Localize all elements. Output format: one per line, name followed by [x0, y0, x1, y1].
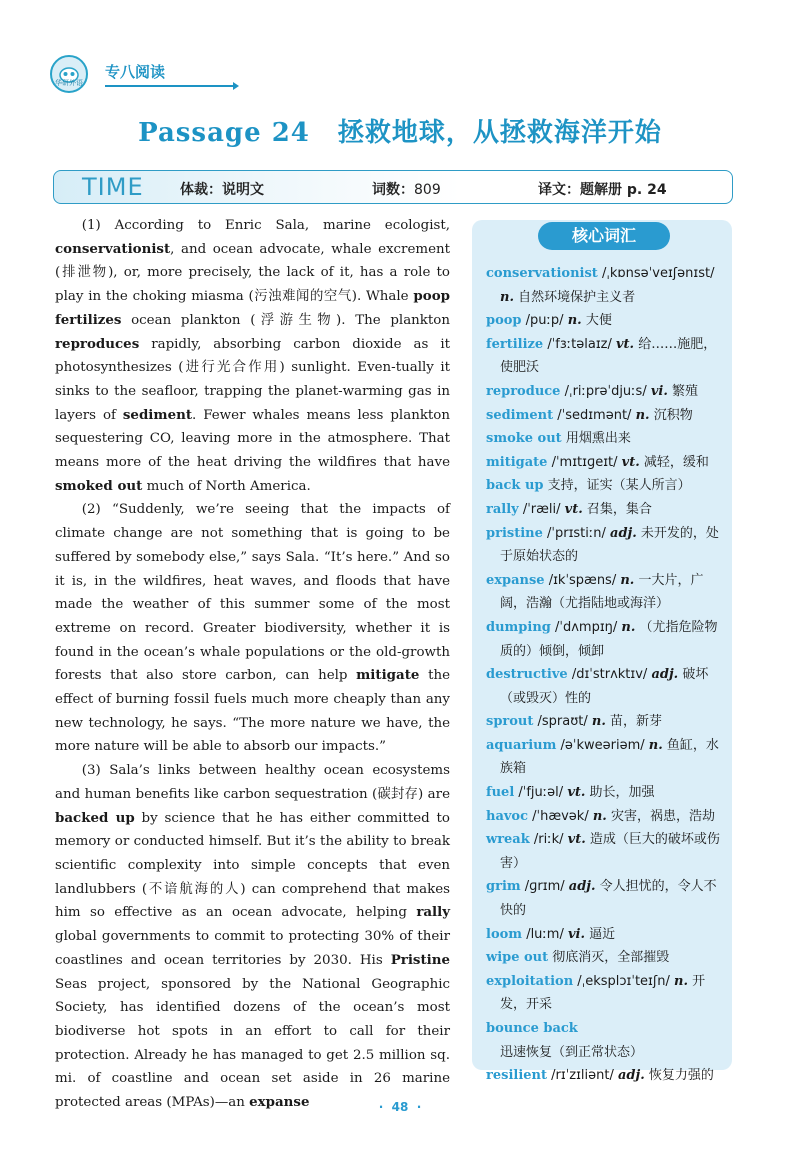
vocab-definition: 自然环境保护主义者 [518, 289, 636, 305]
vocab-pronunciation: /ɡrɪm/ [524, 879, 565, 895]
vocab-entry [486, 498, 724, 522]
vocab-definition: 鱼缸，水族箱 [500, 737, 719, 777]
vocab-part-of-speech: n. [635, 407, 650, 423]
time-label: TIME [82, 173, 144, 201]
vocab-part-of-speech: n. [620, 572, 635, 588]
vocab-word: back up [486, 478, 544, 494]
vocab-part-of-speech: n. [500, 289, 514, 305]
publisher-logo [50, 55, 88, 93]
vocab-definition: 支持，证实（某人所言） [547, 478, 691, 494]
translation-ref: 译文：题解册 p. 24 [538, 182, 667, 198]
vocab-entry [486, 710, 724, 734]
vocab-part-of-speech: n. [567, 313, 582, 329]
vocab-word: wreak [486, 832, 530, 848]
vocab-definition: 大便 [585, 313, 612, 329]
vocab-entry [486, 734, 724, 781]
vocab-entry [486, 569, 724, 616]
vocab-part-of-speech: n. [591, 714, 606, 730]
vocab-word: sediment [486, 407, 554, 423]
word-count-info: 词数：809 [372, 182, 441, 198]
vocab-definition: 迅速恢复（到正常状态） [500, 1044, 644, 1060]
vocab-part-of-speech: n. [621, 619, 636, 635]
page-header [50, 55, 750, 95]
vocab-definition: 给……施肥，使肥沃 [500, 336, 717, 376]
vocab-definition: 减轻，缓和 [643, 454, 709, 470]
vocab-definition: 彻底消灭，全部摧毁 [552, 950, 670, 966]
vocab-part-of-speech: adj. [618, 1068, 645, 1084]
title-cn: 拯救地球，从拯救海洋开始 [337, 118, 662, 148]
vocab-pronunciation: /ˈfjuːəl/ [518, 785, 564, 801]
vocab-pronunciation: /dɪˈstrʌktɪv/ [571, 667, 648, 683]
vocab-part-of-speech: vi. [650, 383, 668, 399]
vocab-part-of-speech: adj. [651, 667, 679, 683]
title-en: Passage 24 [138, 118, 310, 148]
vocab-part-of-speech: vt. [567, 832, 586, 848]
vocab-definition: 逼近 [589, 926, 616, 942]
vocab-definition: 沉积物 [653, 407, 693, 423]
vocab-word: grim [486, 879, 521, 895]
vocab-pronunciation: /ˌriːprəˈdjuːs/ [564, 383, 647, 399]
vocab-definition: 恢复力强的 [648, 1068, 714, 1084]
vocab-part-of-speech: vt. [564, 501, 583, 517]
vocab-pronunciation: /riːk/ [533, 832, 564, 848]
vocab-entry [486, 333, 724, 380]
vocab-entry [486, 828, 724, 875]
vocab-entry [486, 805, 724, 829]
vocab-word: loom [486, 926, 523, 942]
vocab-definition: （尤指危险物质的）倾倒，倾卸 [500, 619, 718, 659]
vocab-word: destructive [486, 667, 568, 683]
vocab-word: mitigate [486, 454, 548, 470]
vocab-entry [486, 262, 724, 309]
vocab-word: poop [486, 313, 522, 329]
vocab-word: pristine [486, 525, 543, 541]
page-number: · 48 · [378, 1100, 422, 1114]
vocab-part-of-speech: vt. [567, 785, 586, 801]
vocab-pronunciation: /ˈhævək/ [532, 808, 589, 824]
vocab-word: resilient [486, 1068, 547, 1084]
passage-body [55, 214, 450, 1115]
paragraph-2: (2) “Suddenly, we’re seeing that the impacts of climate change are not something that is going to be suffered by somebody else,” says Sala. “It’s here.” And so it is, in the wildfires, heat waves, and floods that have made the weather of this summer some of the most extreme on record. Greater biodiversity, whether it is found in the ocean’s whale populations or the old-growth forests that also store carbon, can help mitigate the effect of burning fossil fuels much more cheaply than any new technology, he says. “The more nature we have, the more nature will be able to absorb our impacts.” [55, 502, 451, 755]
vocab-part-of-speech: n. [674, 973, 688, 989]
vocab-entry [486, 474, 724, 498]
vocab-definition: 开发，开采 [500, 973, 706, 1013]
vocab-word: bounce back [486, 1021, 578, 1036]
vocab-entry [486, 451, 724, 475]
vocab-entry [486, 781, 724, 805]
vocab-entry [486, 923, 724, 947]
vocab-pronunciation: /rɪˈzɪliənt/ [551, 1068, 614, 1084]
vocab-part-of-speech: vt. [621, 454, 640, 470]
vocab-pronunciation: /luːm/ [526, 926, 564, 942]
paragraph-1: (1) According to Enric Sala, marine ecologist, conservationist, and ocean advocate, whale excrement (排泄物), or, more precisely, the lack of it, has a role to play in the choking miasma (污浊难闻的空气). Whale poop fertilizes ocean plankton (浮游生物). The plankton reproduces rapidly, absorbing carbon dioxide as it photosynthesizes (进行光合作用) sunlight. Even-tually it sinks to the seafloor, trapping the planet-warming gas in layers of sediment. Fewer whales means less plankton sequestering CO, leaving more in the atmosphere. That means more of the heat driving the wildfires that have smoked out much of North America. [55, 218, 450, 494]
vocab-entry [486, 309, 724, 333]
vocab-word: reproduce [486, 383, 561, 399]
vocab-pronunciation: /ˈfɜːtəlaɪz/ [547, 336, 612, 352]
vocab-word: conservationist [486, 266, 598, 281]
vocab-pronunciation: /əˈkweəriəm/ [560, 737, 645, 753]
vocab-definition: 破坏（或毁灭）性的 [500, 667, 709, 706]
vocab-word: fertilize [486, 336, 544, 352]
vocab-definition: 苗，新芽 [610, 714, 663, 730]
logo-text: 华研外语 [55, 79, 83, 87]
vocab-entry [486, 1017, 724, 1064]
vocab-entry [486, 380, 724, 404]
vocab-entry [486, 946, 724, 970]
vocab-entry [486, 522, 724, 569]
paragraph-3: (3) Sala’s links between healthy ocean ecosystems and human benefits like carbon sequestration (碳封存) are backed up by science that he has either committed to memory or conducted himself. But it’s the ability to break scientific complexity into simple concepts that even landlubbers (不谙航海的人) can comprehend that makes him so effective as an ocean advocate, helping rally global governments to commit to protecting 30% of their coastlines and ocean territories by 2030. His Pristine Seas project, sponsored by the National Geographic Society, has identified dozens of the ocean’s most biodiverse hot spots in an effort to call for their protection. Already he has managed to get 2.5 million sq. mi. of coastline and ocean set aside in 26 marine protected areas (MPAs)—an expanse [55, 763, 450, 1111]
vocab-word: aquarium [486, 737, 557, 753]
vocab-pronunciation: /ˈmɪtɪɡeɪt/ [551, 454, 618, 470]
vocab-entry [486, 427, 724, 451]
vocab-word: wipe out [486, 950, 549, 966]
vocab-definition: 未开发的，处于原始状态的 [500, 525, 719, 565]
vocab-pronunciation: /ˈdʌmpɪŋ/ [555, 619, 618, 635]
vocab-part-of-speech: n. [592, 808, 607, 824]
vocab-entry [486, 404, 724, 428]
passage-title [0, 112, 800, 149]
vocab-pronunciation: /ˈprɪstiːn/ [547, 525, 606, 541]
vocab-pronunciation: /spraʊt/ [537, 714, 588, 730]
vocab-pronunciation: /ˌeksplɔɪˈteɪʃn/ [577, 973, 670, 989]
vocab-word: havoc [486, 808, 529, 824]
vocab-entry [486, 875, 724, 922]
vocab-entry [486, 616, 724, 663]
vocab-word: smoke out [486, 431, 562, 447]
vocab-part-of-speech: adj. [568, 879, 596, 895]
info-bar [53, 170, 733, 204]
vocab-pronunciation: /ˌkɒnsəˈveɪʃənɪst/ [601, 266, 715, 281]
vocab-panel [472, 220, 732, 1084]
vocab-pronunciation: /ˈsedɪmənt/ [557, 407, 632, 423]
genre-info: 体裁：说明文 [180, 182, 264, 198]
vocab-pronunciation: /ɪkˈspæns/ [548, 572, 617, 588]
vocab-definition: 召集，集合 [586, 501, 652, 517]
vocab-word: dumping [486, 619, 551, 635]
vocab-definition: 灾害，祸患，浩劫 [610, 808, 715, 824]
vocab-definition: 用烟熏出来 [565, 431, 631, 447]
vocab-part-of-speech: adj. [610, 525, 637, 541]
vocab-pronunciation: /puːp/ [525, 313, 564, 329]
vocab-entry [486, 663, 724, 710]
vocab-pronunciation: /ˈræli/ [522, 501, 561, 517]
vocab-word: exploitation [486, 973, 574, 989]
section-underline [105, 85, 235, 87]
vocab-word: fuel [486, 785, 515, 801]
vocab-definition: 助长，加强 [589, 785, 655, 801]
vocab-definition: 一大片，广阔，浩瀚（尤指陆地或海洋） [500, 572, 704, 612]
vocab-definition: 造成（巨大的破坏或伤害） [500, 832, 720, 871]
vocab-word: sprout [486, 714, 534, 730]
vocab-word: rally [486, 501, 519, 517]
vocab-word: expanse [486, 572, 545, 588]
vocab-heading: 核心词汇 [538, 222, 670, 250]
vocab-part-of-speech: n. [648, 737, 663, 753]
vocab-entry [486, 1064, 724, 1088]
vocab-part-of-speech: vi. [567, 926, 586, 942]
vocab-definition: 繁殖 [672, 383, 699, 399]
vocab-definition: 令人担忧的，令人不快的 [500, 879, 717, 919]
vocab-entry [486, 970, 724, 1017]
vocab-list [486, 262, 724, 1088]
vocab-part-of-speech: vt. [616, 336, 635, 352]
section-label: 专八阅读 [105, 63, 166, 81]
